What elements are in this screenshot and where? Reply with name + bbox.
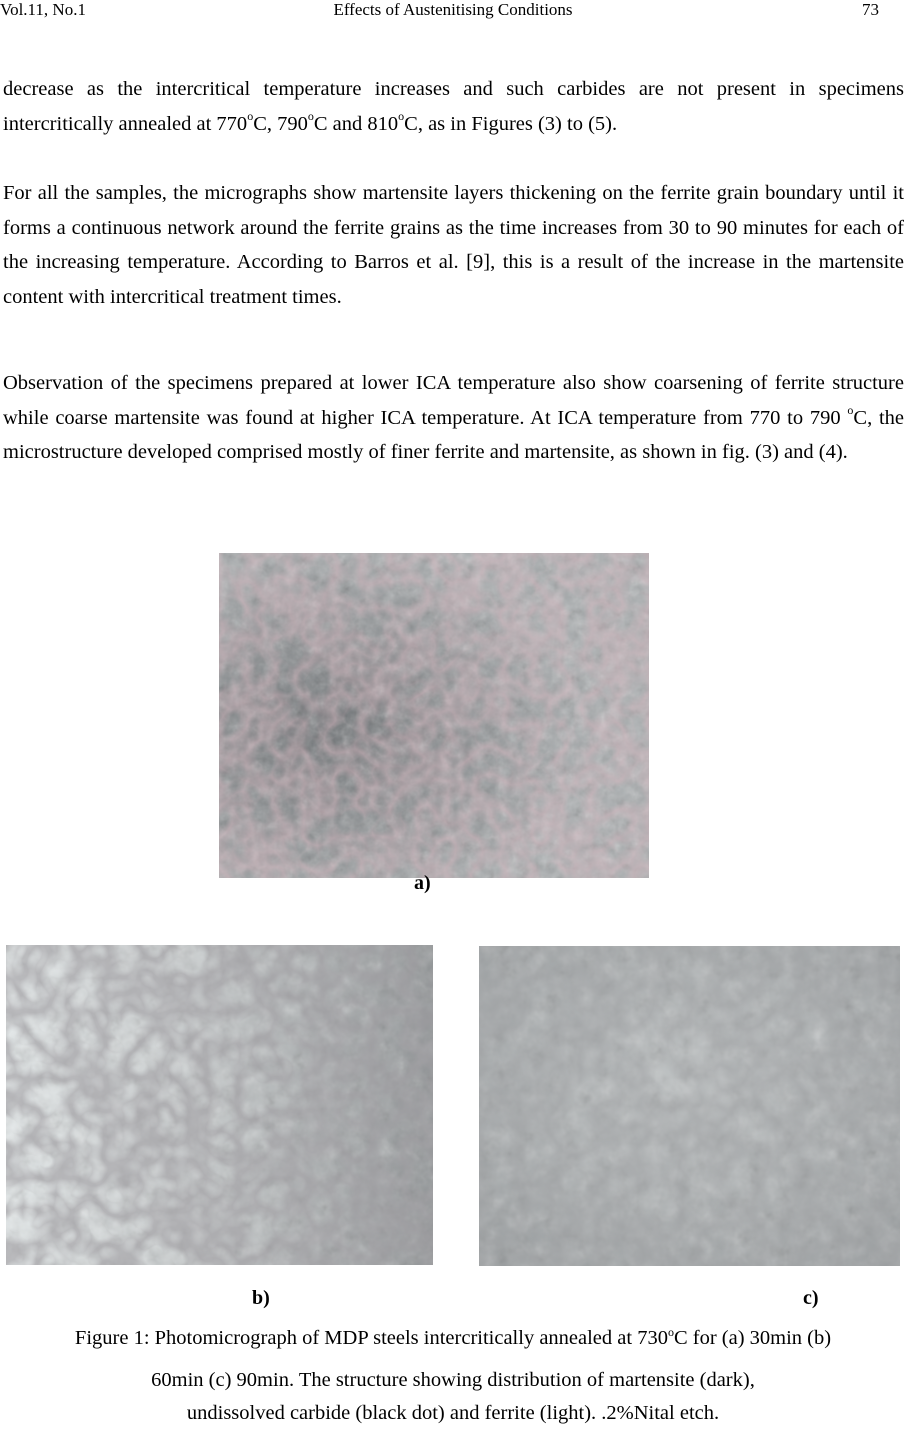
header-title: Effects of Austenitising Conditions [333, 0, 573, 19]
header-volume: Vol.11, No.1 [0, 0, 86, 19]
paragraph-2: For all the samples, the micrographs show martensite layers thickening on the ferrite grain boundary until it forms a continuous network around the ferrite grains as the time increases from 30 to 90 minutes for each of the increasing temperature. According to Barros et al. [9], this is a result of the increase in the martensite content with intercritical treatment times. [3, 182, 904, 308]
paragraph-3: Observation of the specimens prepared at lower ICA temperature also show coarsening of ferrite structure while coarse martensite was found at higher ICA temperature. At ICA temperature from 770 to 790 $^o$C, the microstructure developed comprised mostly of finer ferrite and martensite, as shown in fig. (3) and (4). [3, 372, 905, 463]
micrograph-b [6, 945, 433, 1265]
subfigure-label-c: c) [803, 1287, 819, 1309]
figure-caption-line-3: undissolved carbide (black dot) and ferrite (light). .2%Nital etch. [186, 1402, 720, 1424]
micrograph-c [479, 946, 900, 1266]
paragraph-1: decrease as the intercritical temperature increases and such carbides are not present in specimens intercritically annealed at 770$^o$C, 790$^o$C and 810$^o$C, as in Figures (3) to (5). [3, 78, 904, 135]
figure-caption-line-2: 60min (c) 90min. The structure showing distribution of martensite (dark), [151, 1369, 755, 1391]
subfigure-label-a: a) [414, 872, 431, 894]
running-header [0, 0, 906, 24]
page-number: 73 [862, 0, 879, 19]
subfigure-label-b: b) [252, 1287, 270, 1309]
figure-caption-line-1: Figure 1: Photomicrograph of MDP steels intercritically annealed at 730$^o$C for (a) 30min (b) [74, 1325, 832, 1349]
micrograph-a [219, 553, 649, 878]
